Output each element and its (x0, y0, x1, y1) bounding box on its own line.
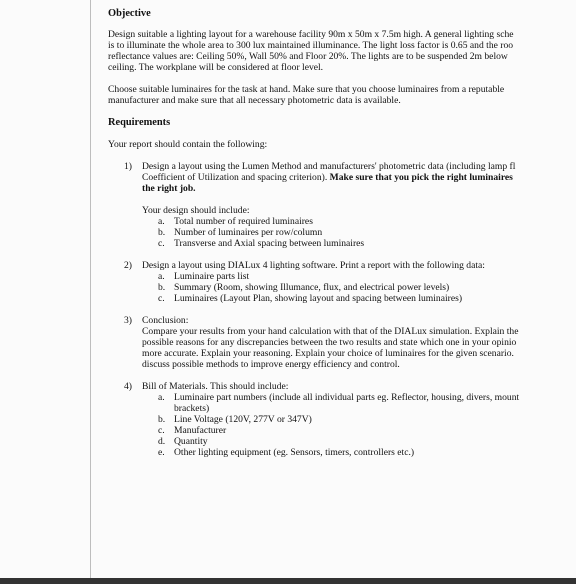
list-text: Number of luminaires per row/column (174, 227, 323, 238)
list-item (108, 271, 576, 282)
list-text: Quantity (174, 436, 208, 447)
text-line: more accurate. Explain your reasoning. Explain your choice of luminaires for the given scenario. (142, 348, 514, 359)
left-margin-line (90, 0, 91, 578)
list-text: Transverse and Axial spacing between luminaires (174, 238, 365, 249)
item-number: 3) (124, 315, 132, 326)
list-marker: a. (158, 216, 165, 227)
bottom-edge-bar (0, 578, 576, 584)
list-item (108, 414, 576, 425)
design-include-label: Your design should include: (142, 205, 250, 216)
list-item (108, 425, 576, 436)
requirement-item-4 (108, 381, 576, 392)
list-marker: b. (158, 227, 166, 238)
list-item (108, 282, 576, 293)
list-item (108, 216, 576, 227)
list-marker: d. (158, 436, 166, 447)
item-4-sublist (108, 392, 576, 458)
list-item (108, 447, 576, 458)
text-line: possible reasons for any discrepancies between the two results and state which one in your opinio (142, 337, 517, 348)
list-item (108, 293, 576, 304)
objective-paragraph-2 (108, 84, 576, 106)
list-text: Summary (Room, showing Illumance, flux, and electrical power levels) (174, 282, 450, 293)
list-text: Manufacturer (174, 425, 227, 436)
list-marker: a. (158, 392, 165, 403)
list-marker: b. (158, 282, 166, 293)
list-marker: c. (158, 238, 165, 249)
list-item (108, 227, 576, 238)
list-item (108, 436, 576, 447)
list-item (108, 403, 576, 414)
text-line: Conclusion: (142, 315, 189, 326)
text-line: Design a layout using DIALux 4 lighting software. Print a report with the following data: (142, 260, 485, 271)
bold-emphasis: Make sure that you pick the right luminaires (329, 172, 513, 183)
list-marker: c. (158, 425, 165, 436)
list-text: Luminaire parts list (174, 271, 250, 282)
document-content (108, 8, 576, 458)
requirements-intro: Your report should contain the following: (108, 139, 268, 150)
text-line: is to illuminate the whole area to 300 lux maintained illuminance. The light loss factor is 0.65 and the roo (108, 40, 514, 51)
text-line: Choose suitable luminaires for the task at hand. Make sure that you choose luminaires from a reputable (108, 84, 505, 95)
list-text: Luminaire part numbers (include all individual parts eg. Reflector, housing, divers, mount (174, 392, 520, 403)
list-text: Total number of required luminaires (174, 216, 313, 227)
list-marker: e. (158, 447, 165, 458)
requirements-heading: Requirements (108, 117, 171, 128)
requirement-item-2 (108, 260, 576, 271)
list-text: Line Voltage (120V, 277V or 347V) (174, 414, 312, 425)
text-line: Compare your results from your hand calculation with that of the DIALux simulation. Explain the (142, 326, 519, 337)
text-line: Design a layout using the Lumen Method and manufacturers' photometric data (including lamp fl (142, 161, 516, 172)
item-1-sublist (108, 216, 576, 249)
list-marker: a. (158, 271, 165, 282)
text-line: reflectance values are: Ceiling 50%, Wall 50% and Floor 20%. The lights are to be suspended 2m below (108, 51, 508, 62)
item-number: 1) (124, 161, 132, 172)
text-line: discuss possible methods to improve energy efficiency and control. (142, 359, 400, 370)
list-text: brackets) (174, 403, 210, 414)
list-marker: c. (158, 293, 165, 304)
list-item (108, 392, 576, 403)
list-item (108, 238, 576, 249)
item-number: 2) (124, 260, 132, 271)
bold-emphasis: the right job. (142, 183, 196, 194)
text-line: Coefficient of Utilization and spacing criterion). (142, 172, 330, 183)
list-text: Luminaires (Layout Plan, showing layout and spacing between luminaires) (174, 293, 463, 304)
text-line: Design suitable a lighting layout for a warehouse facility 90m x 50m x 7.5m high. A general lighting sche (108, 29, 514, 40)
objective-heading: Objective (108, 8, 151, 19)
text-line: Bill of Materials. This should include: (142, 381, 289, 392)
list-text: Other lighting equipment (eg. Sensors, timers, controllers etc.) (174, 447, 415, 458)
objective-paragraph-1 (108, 29, 576, 73)
item-2-sublist (108, 271, 576, 304)
text-line: manufacturer and make sure that all necessary photometric data is available. (108, 95, 401, 106)
requirement-item-1 (108, 161, 576, 194)
item-number: 4) (124, 381, 132, 392)
requirement-item-3 (108, 315, 576, 370)
text-line: ceiling. The workplane will be considered at floor level. (108, 62, 324, 73)
list-marker: b. (158, 414, 166, 425)
